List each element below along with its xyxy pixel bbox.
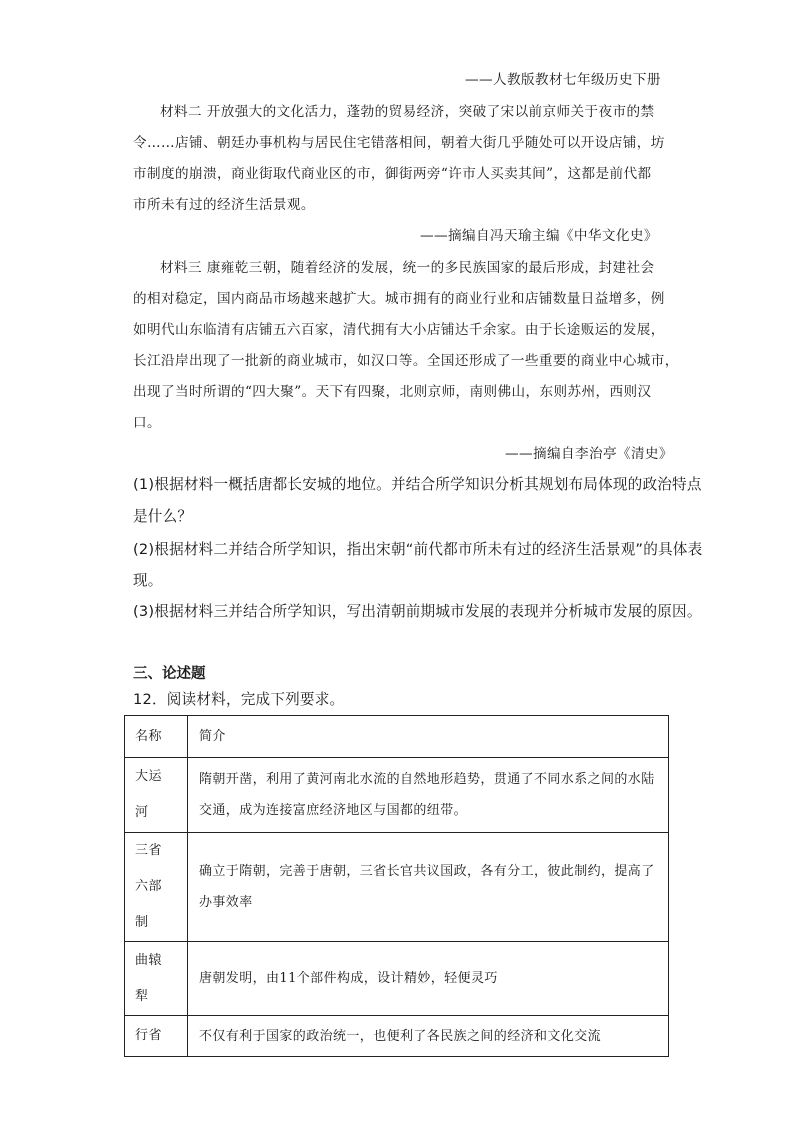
question-line: 现。 (133, 572, 163, 589)
source-citation-1: ——人教版教材七年级历史下册 (465, 72, 661, 88)
table-cell-name (125, 1016, 188, 1057)
table-cell-name (125, 942, 188, 1016)
table-header-row (125, 716, 669, 758)
material-two-line: 令……店铺、朝廷办事机构与居民住宅错落相间，朝着大街几乎随处可以开设店铺，坊 (133, 135, 665, 151)
cell-line: 确立于隋朝，完善于唐朝，三省长官共议国政，各有分工，彼此制约，提高了 (199, 864, 655, 879)
cell-line: 隋朝开凿，利用了黄河南北水流的自然地形趋势，贯通了不同水系之间的水陆 (199, 772, 655, 787)
table-header-intro: 简介 (188, 716, 669, 758)
question-line: (2)根据材料二并结合所学知识，指出宋朝“前代都市所未有过的经济生活景观”的具体表 (133, 541, 703, 558)
material-two-line: 材料二 开放强大的文化活力，蓬勃的贸易经济，突破了宋以前京师关于夜市的禁 (160, 104, 655, 120)
cell-line: 河 (135, 805, 149, 820)
cell-line: 唐朝发明，由11个部件构成，设计精妙，轻便灵巧 (199, 971, 498, 986)
cell-line: 三省 (135, 843, 163, 858)
question-line: (1)根据材料一概括唐都长安城的地位。并结合所学知识分析其规划布局体现的政治特点 (133, 476, 702, 493)
cell-line: 不仅有利于国家的政治统一，也便利了各民族之间的经济和文化交流 (199, 1028, 602, 1044)
question-line: (3)根据材料三并结合所学知识，写出清朝前期城市发展的表现并分析城市发展的原因。 (133, 603, 702, 620)
cell-line: 行省 (135, 1028, 163, 1043)
cell-line: 大运 (135, 769, 163, 784)
section-title: 三、论述题 (133, 666, 206, 682)
material-three-line: 如明代山东临清有店铺五六百家，清代拥有大小店铺达千余家。由于长途贩运的发展， (133, 322, 665, 338)
info-table (124, 715, 669, 1057)
question-12-prompt: 12．阅读材料，完成下列要求。 (133, 691, 345, 708)
source-citation-2: ——摘编自冯天瑜主编《中华文化史》 (420, 228, 658, 244)
table-header-name: 名称 (125, 716, 188, 758)
table-cell-intro (188, 1016, 669, 1057)
cell-line: 制 (135, 915, 149, 930)
source-citation-3: ——摘编自李治亭《清史》 (505, 446, 673, 462)
material-three-line: 的相对稳定，国内商品市场越来越扩大。城市拥有的商业行业和店铺数量日益增多，例 (133, 291, 665, 307)
question-line: 是什么？ (133, 508, 193, 525)
material-three-line: 长江沿岸出现了一批新的商业城市，如汉口等。全国还形成了一些重要的商业中心城市， (133, 353, 679, 369)
table-row (125, 1016, 669, 1057)
material-two-line: 市制度的崩溃，商业街取代商业区的市，御街两旁“许市人买卖其间”，这都是前代都 (133, 166, 652, 182)
table-cell-name (125, 833, 188, 942)
material-three-line: 出现了当时所谓的“四大聚”。天下有四聚，北则京师，南则佛山，东则苏州，西则汉 (133, 384, 652, 400)
material-three-line: 材料三 康雍乾三朝，随着经济的发展，统一的多民族国家的最后形成，封建社会 (160, 260, 655, 276)
table-cell-intro (188, 942, 669, 1016)
cell-line: 交通，成为连接富庶经济地区与国都的纽带。 (199, 803, 468, 818)
table-row (125, 758, 669, 833)
material-three-line: 口。 (133, 415, 161, 431)
table-cell-intro (188, 833, 669, 942)
cell-line: 曲辕 (135, 952, 163, 968)
cell-line: 六部 (135, 879, 163, 894)
material-two-line: 市所未有过的经济生活景观。 (133, 197, 315, 213)
cell-line: 犁 (135, 988, 149, 1004)
table-row (125, 942, 669, 1016)
table-cell-name (125, 758, 188, 833)
cell-line: 办事效率 (199, 895, 253, 910)
table-cell-intro (188, 758, 669, 833)
table-row (125, 833, 669, 942)
